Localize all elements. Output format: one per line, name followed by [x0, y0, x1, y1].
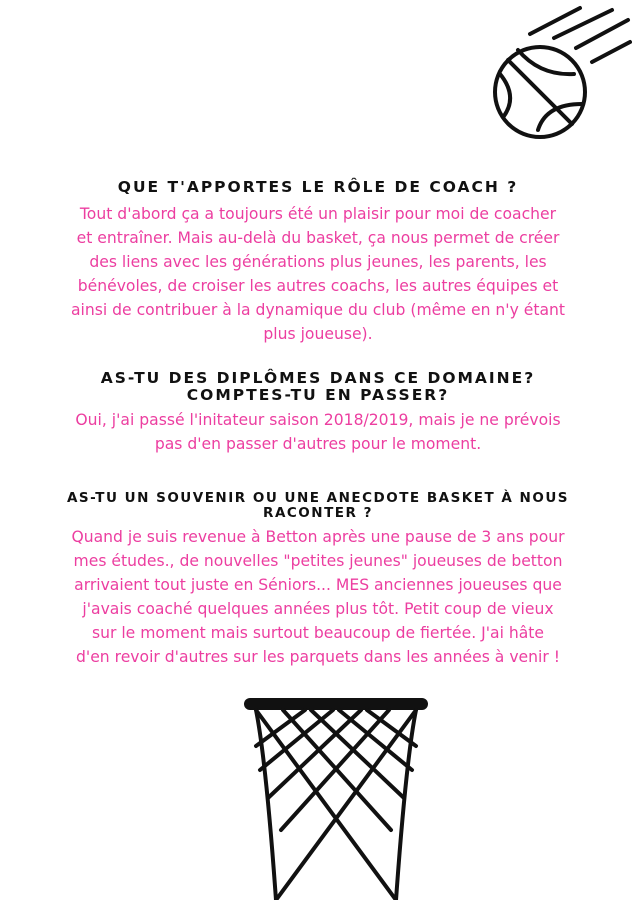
- basketball-icon: [488, 4, 632, 144]
- answer-text: [30, 202, 606, 346]
- answer-line: pas d'en passer d'autres pour le moment.: [154, 435, 482, 453]
- basketball-hoop-icon: [236, 690, 436, 900]
- question-line: AS-TU DES DIPLÔMES DANS CE DOMAINE?: [100, 369, 536, 387]
- answer-line: plus joueuse).: [263, 325, 373, 343]
- question-line: COMPTES-TU EN PASSER?: [186, 386, 450, 404]
- answer-line: des liens avec les générations plus jeunes, les parents, les: [89, 253, 547, 271]
- answer-line: Quand je suis revenue à Betton après une pause de 3 ans pour: [71, 528, 565, 546]
- question-heading: QUE T'APPORTES LE RÔLE DE COACH ?: [117, 178, 519, 196]
- answer-text: [30, 525, 606, 669]
- answer-text: [30, 408, 606, 456]
- section-anecdote: [30, 491, 606, 669]
- answer-line: d'en revoir d'autres sur les parquets dans les années à venir !: [76, 648, 560, 666]
- answer-line: sur le moment mais surtout beaucoup de fiertée. J'ai hâte: [91, 624, 545, 642]
- answer-line: j'avais coaché quelques années plus tôt. Petit coup de vieux: [82, 600, 554, 618]
- question-heading: [30, 491, 606, 521]
- answer-line: arrivaient tout juste en Séniors... MES anciennes joueuses que: [74, 576, 562, 594]
- answer-line: ainsi de contribuer à la dynamique du club (même en n'y étant: [70, 301, 566, 319]
- question-heading: [30, 370, 606, 404]
- question-line: AS-TU UN SOUVENIR OU UNE ANECDOTE BASKET À NOUS: [66, 490, 570, 506]
- answer-line: bénévoles, de croiser les autres coachs, les autres équipes et: [77, 277, 559, 295]
- answer-line: mes études., de nouvelles "petites jeunes" joueuses de betton: [73, 552, 563, 570]
- section-coach-role: [30, 177, 606, 346]
- answer-line: et entraîner. Mais au-delà du basket, ça nous permet de créer: [76, 229, 560, 247]
- question-line: RACONTER ?: [263, 505, 373, 521]
- answer-line: Tout d'abord ça a toujours été un plaisir pour moi de coacher: [79, 205, 557, 223]
- answer-line: Oui, j'ai passé l'initateur saison 2018/2019, mais je ne prévois: [75, 411, 561, 429]
- section-diplomas: [30, 370, 606, 456]
